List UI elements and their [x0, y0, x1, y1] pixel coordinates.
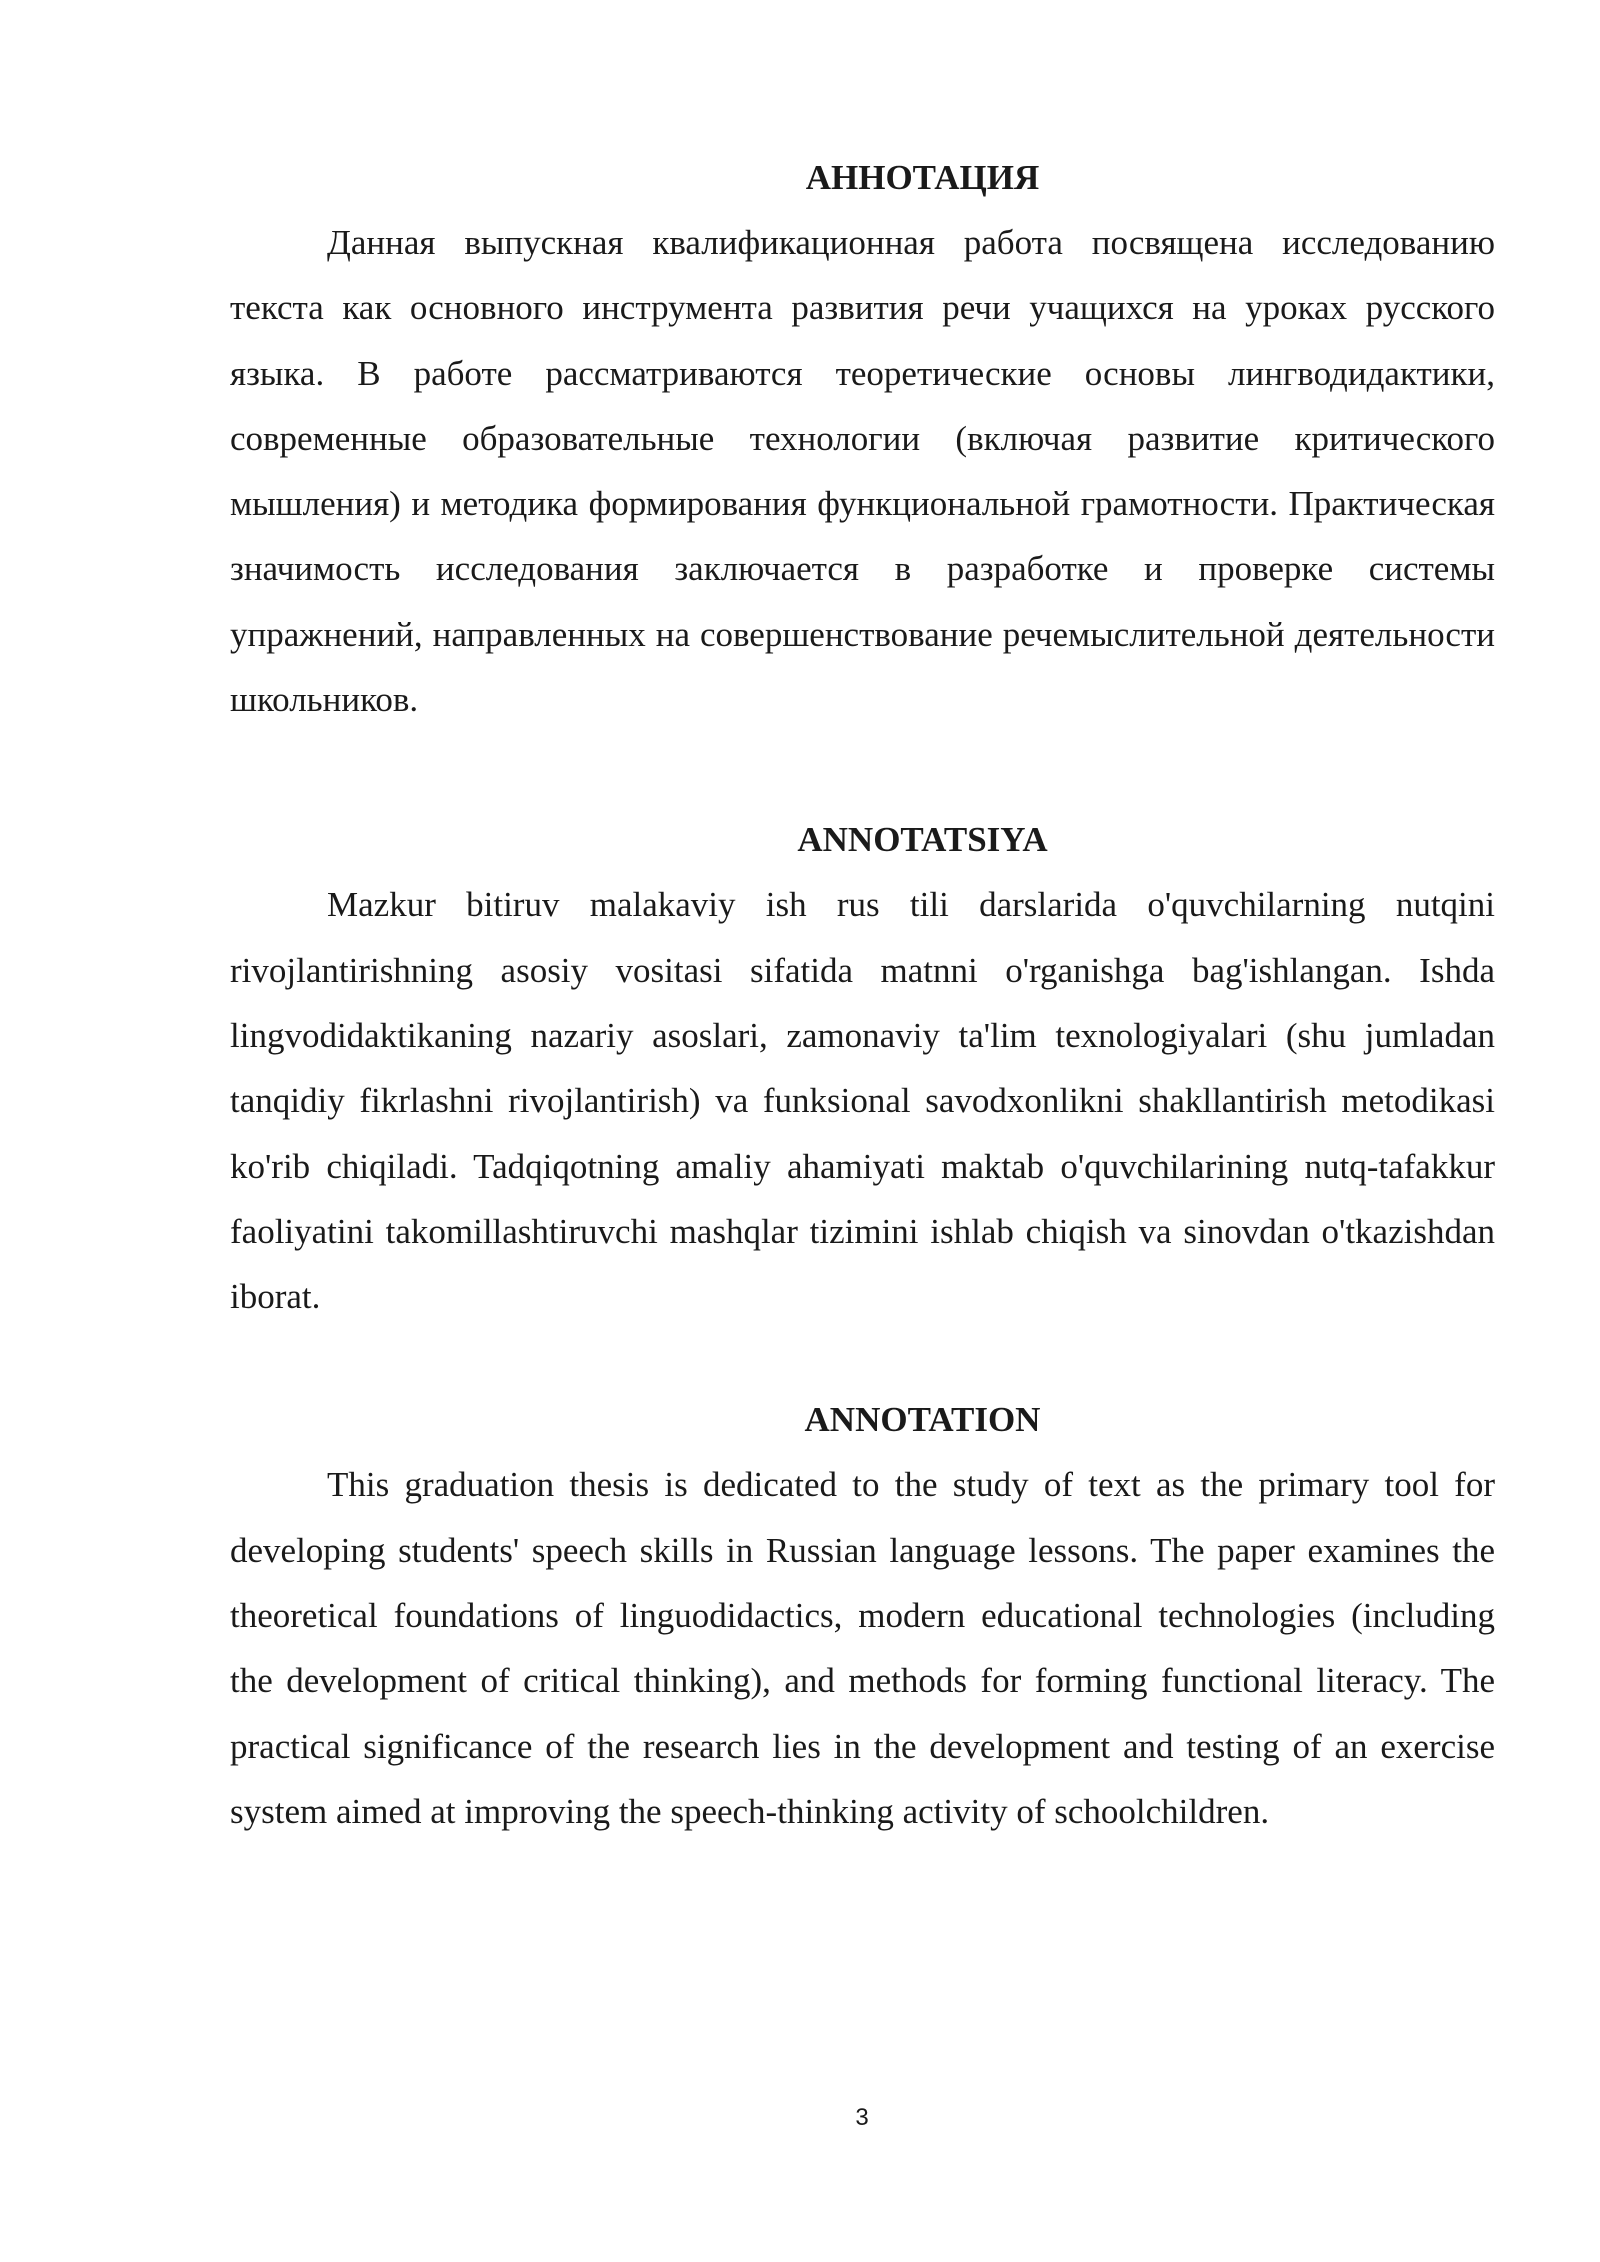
section-title-russian: АННОТАЦИЯ: [805, 158, 1040, 197]
section-body-russian: Данная выпускная квалификационная работа посвящена исследованию текста как основного инструмента развития речи учащихся на уроках русского языка. В работе рассматриваются теоретические основы лингводидактики, современные образовательные технологии (включая развитие критического мышления) и методика формирования функциональной грамотности. Практическая значимость исследования заключается в разработке и проверке системы упражнений, направленных на совершенствование речемыслительной деятельности школьников.: [230, 223, 1495, 720]
section-body-english: This graduation thesis is dedicated to the study of text as the primary tool for developing students' speech skills in Russian language lessons. The paper examines the theoretical foundations of linguodidactics, modern educational technologies (including the development of critical thinking), and methods for forming functional literacy. The practical significance of the research lies in the development and testing of an exercise system aimed at improving the speech-thinking activity of schoolchildren.: [230, 1465, 1495, 1831]
annotation-uzbek: [230, 807, 1495, 1329]
section-spacer: [230, 1329, 1495, 1387]
section-spacer: [230, 732, 1495, 807]
annotation-english: [230, 1387, 1495, 1844]
page-number: 3: [855, 2104, 869, 2131]
section-title-english: ANNOTATION: [804, 1400, 1041, 1440]
document-page: [230, 145, 1495, 1844]
annotation-russian: [230, 145, 1495, 732]
section-title-uzbek: ANNOTATSIYA: [797, 820, 1048, 860]
section-body-uzbek: Mazkur bitiruv malakaviy ish rus tili darslarida o'quvchilarning nutqini rivojlantirishning asosiy vositasi sifatida matnni o'rganishga bag'ishlangan. Ishda lingvodidaktikaning nazariy asoslari, zamonaviy ta'lim texnologiyalari (shu jumladan tanqidiy fikrlashni rivojlantirish) va funksional savodxonlikni shakllantirish metodikasi ko'rib chiqiladi. Tadqiqotning amaliy ahamiyati maktab o'quvchilarining nutq-tafakkur faoliyatini takomillashtiruvchi mashqlar tizimini ishlab chiqish va sinovdan o'tkazishdan iborat.: [230, 885, 1495, 1317]
